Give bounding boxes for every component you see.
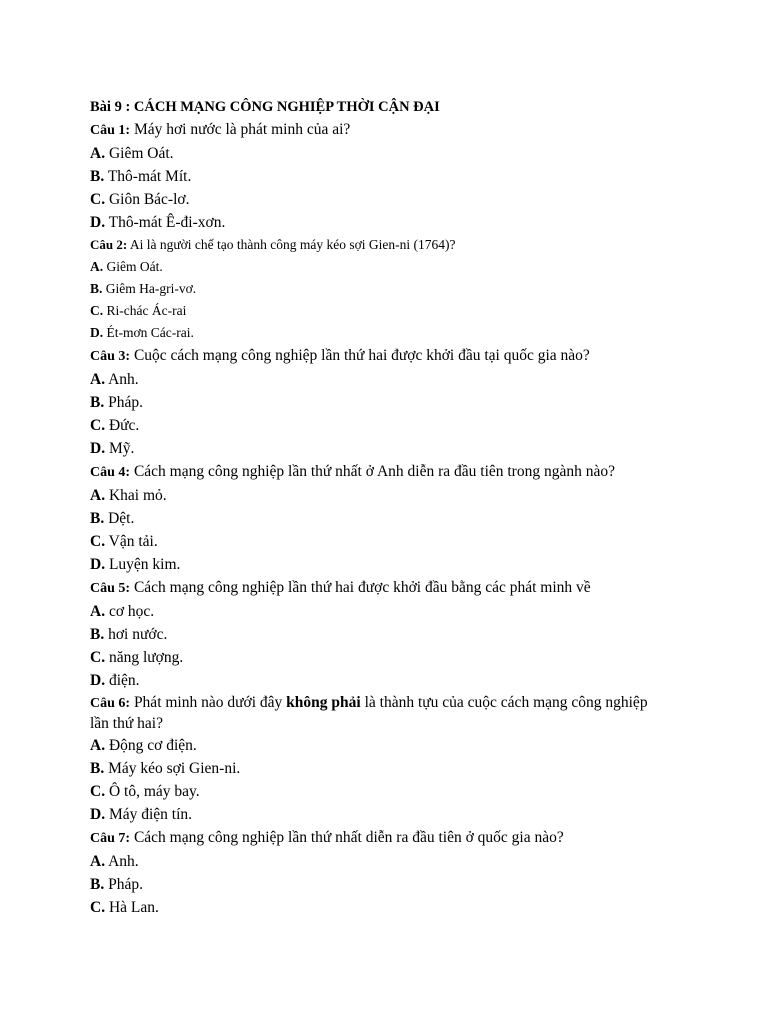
question-7 (90, 826, 650, 850)
option-letter: C. (90, 417, 106, 434)
option-text: hơi nước. (104, 626, 168, 643)
question-label: Câu 4: (90, 465, 131, 480)
option-text: Thô-mát Mít. (104, 168, 192, 185)
option-letter: B. (90, 510, 105, 527)
option-6b (90, 757, 650, 780)
option-letter: B. (90, 876, 105, 893)
option-6c (90, 780, 650, 803)
option-letter: C. (90, 533, 106, 550)
option-letter: D. (90, 806, 106, 823)
option-text: Ét-mơn Các-rai. (103, 325, 194, 340)
option-text: Thô-mát Ê-đi-xơn. (105, 214, 226, 231)
option-letter: A. (90, 371, 106, 388)
option-text: Giêm Oát. (103, 259, 163, 274)
option-4d (90, 553, 650, 576)
option-text: điện. (105, 672, 140, 689)
option-letter: D. (90, 325, 104, 340)
option-5b (90, 623, 650, 646)
question-label: Câu 7: (90, 831, 131, 846)
option-text: Mỹ. (105, 440, 135, 457)
option-letter: B. (90, 394, 105, 411)
option-1b (90, 165, 650, 188)
option-text: năng lượng. (105, 649, 184, 666)
question-5 (90, 576, 650, 600)
option-letter: A. (90, 737, 106, 754)
option-2b (90, 278, 650, 300)
option-2d (90, 322, 650, 344)
question-text-before: Phát minh nào dưới đây (130, 694, 287, 711)
question-3 (90, 344, 650, 368)
question-1 (90, 118, 650, 142)
option-4a (90, 484, 650, 507)
option-2a (90, 256, 650, 278)
option-text: Đức. (105, 417, 140, 434)
option-text: Ri-chác Ác-rai (103, 303, 187, 318)
option-text: Anh. (105, 853, 139, 870)
option-text: Pháp. (104, 394, 143, 411)
option-text: Pháp. (104, 876, 143, 893)
option-4b (90, 507, 650, 530)
option-text: Máy điện tín. (105, 806, 193, 823)
option-text: Giêm Oát. (105, 145, 174, 162)
option-letter: B. (90, 626, 105, 643)
question-6 (90, 692, 650, 734)
option-1d (90, 211, 650, 234)
option-4c (90, 530, 650, 553)
option-text: Anh. (105, 371, 139, 388)
option-5c (90, 646, 650, 669)
question-text: Cách mạng công nghiệp lần thứ nhất ở Anh diễn ra đầu tiên trong ngành nào? (130, 463, 615, 480)
option-letter: A. (90, 487, 106, 504)
question-emphasis: không phải (286, 694, 361, 711)
option-1a (90, 142, 650, 165)
option-text: Ô tô, máy bay. (105, 783, 200, 800)
option-7c (90, 896, 650, 919)
option-letter: C. (90, 649, 106, 666)
option-6a (90, 734, 650, 757)
question-text: Ai là người chế tạo thành công máy kéo sợi Gien-ni (1764)? (127, 237, 456, 252)
option-letter: C. (90, 783, 106, 800)
question-text: Cách mạng công nghiệp lần thứ hai được khởi đầu bằng các phát minh về (130, 579, 591, 596)
option-text: Khai mỏ. (105, 487, 167, 504)
option-5d (90, 669, 650, 692)
option-3a (90, 368, 650, 391)
option-letter: C. (90, 191, 106, 208)
option-text: cơ học. (105, 603, 155, 620)
question-4 (90, 460, 650, 484)
question-label: Câu 3: (90, 349, 131, 364)
option-letter: A. (90, 145, 106, 162)
option-text: Luyện kim. (105, 556, 181, 573)
lesson-title: Bài 9 : CÁCH MẠNG CÔNG NGHIỆP THỜI CẬN ĐẠI (90, 99, 440, 115)
option-letter: B. (90, 168, 105, 185)
option-text: Máy kéo sợi Gien-ni. (104, 760, 241, 777)
option-3d (90, 437, 650, 460)
option-text: Giôn Bác-lơ. (105, 191, 190, 208)
option-text: Dệt. (104, 510, 135, 527)
option-letter: A. (90, 603, 106, 620)
option-letter: D. (90, 440, 106, 457)
option-letter: B. (90, 760, 105, 777)
option-7b (90, 873, 650, 896)
option-2c (90, 300, 650, 322)
question-label: Câu 2: (90, 237, 128, 252)
option-text: Động cơ điện. (105, 737, 197, 754)
option-6d (90, 803, 650, 826)
option-5a (90, 600, 650, 623)
option-7a (90, 850, 650, 873)
option-letter: A. (90, 259, 104, 274)
document-content (90, 96, 650, 919)
option-letter: C. (90, 899, 106, 916)
option-letter: A. (90, 853, 106, 870)
option-letter: D. (90, 556, 106, 573)
question-text: Cách mạng công nghiệp lần thứ nhất diễn ra đầu tiên ở quốc gia nào? (130, 829, 564, 846)
option-text: Vận tải. (105, 533, 158, 550)
question-text: Máy hơi nước là phát minh của ai? (130, 121, 351, 138)
option-text: Hà Lan. (105, 899, 159, 916)
option-3b (90, 391, 650, 414)
option-text: Giêm Ha-gri-vơ. (102, 281, 197, 296)
option-3c (90, 414, 650, 437)
option-letter: C. (90, 303, 104, 318)
question-label: Câu 1: (90, 123, 131, 138)
question-label: Câu 6: (90, 696, 131, 711)
question-text-after: là thành tựu của cuộc cách mạng công nghiệp lần thứ hai? (90, 694, 648, 732)
option-letter: D. (90, 672, 106, 689)
option-letter: B. (90, 281, 103, 296)
question-text: Cuộc cách mạng công nghiệp lần thứ hai được khởi đầu tại quốc gia nào? (130, 347, 590, 364)
option-1c (90, 188, 650, 211)
question-label: Câu 5: (90, 581, 131, 596)
option-letter: D. (90, 214, 106, 231)
question-2 (90, 234, 650, 256)
